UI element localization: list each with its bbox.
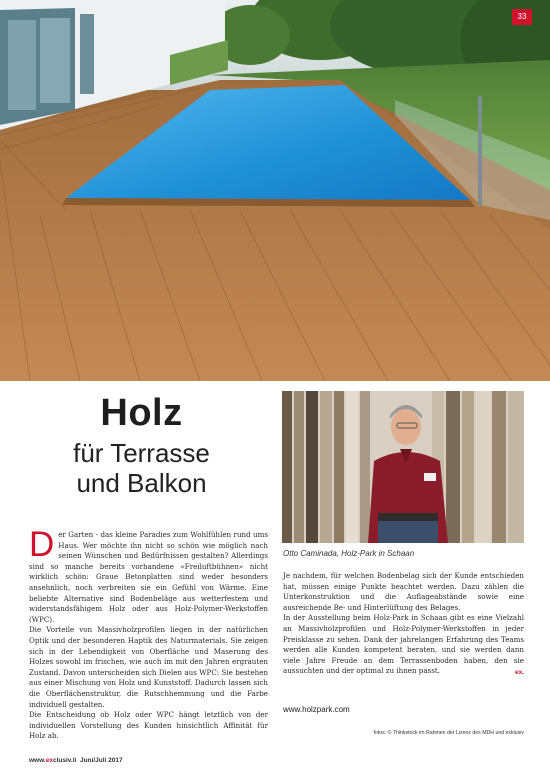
portrait-illustration (282, 391, 524, 543)
photo-caption: Otto Caminada, Holz-Park in Schaan (283, 549, 415, 558)
hero-photo-pool-deck (0, 0, 550, 381)
article-subtitle (0, 438, 283, 498)
footer (29, 757, 123, 764)
dropcap-letter: D (29, 525, 55, 564)
footer-url-suffix: clusiv.li (52, 757, 77, 764)
footer-url-prefix: www. (29, 757, 46, 764)
paragraph-advantages: Die Vorteile von Massivholzprofilen liegen in der natürlichen Optik und der besonderen Haptik des Naturmaterials. Sie zeigen sich in der Lebendigkeit von Oberfläche und Maserung des Holzes sowohl im frischen, wie auch im mit den Jahren ergrauten Zustand. Davon unterscheiden sich Dielen aus WPC: Sie bestehen aus einer Mischung von Holz und Kunststoff. Dadurch lassen sich die Oberflächenstruktur, die Rutschhemmung und die Farbe individuell gestalten. (29, 625, 268, 709)
paragraph-intro (29, 525, 268, 625)
body-column-right (283, 571, 524, 679)
photo-credits: fotos: © Thinkstock im Rahmen der Lizenz des MDH und exklusiv (373, 730, 524, 736)
paragraph-showroom-text: In der Ausstellung beim Holz-Park in Schaan gibt es eine Vielzahl an Massivholzprofilen und Holz-Polymer-Werkstoffen in jeder Preisklasse zu sehen. Dank der jahrelangen Erfahrung des Teams werden alle Kunden kompetent beraten, und sie werden dann viele Jahre Freude an dem Terrassenboden haben, den sie aussuchten und der optimal zu ihnen passt. (283, 613, 524, 676)
paragraph-considerations: Je nachdem, für welchen Bodenbelag sich der Kunde entschieden hat, müssen einige Punkte beachtet werden. Dazu zählen die Unterkonstruktion und die Auflageabstände sowie eine ausreichende Be- und Hinterlüftung des Belages. (283, 571, 524, 612)
pool-terrace-illustration (0, 0, 550, 381)
end-mark: ex. (514, 669, 524, 677)
paragraph-decision: Die Entscheidung ob Holz oder WPC hängt letztlich von der individuellen Vorstellung des Kunden hinsichtlich Affinität für Holz ab. (29, 710, 268, 741)
paragraph-intro-text: er Garten - das kleine Paradies zum Wohlfühlen rund ums Haus. Wer möchte ihn nicht so schön wie möglich nach seinen Wünschen und Bedürfnissen gestalten? Allerdings sind so manche bereits vorhandene «Freiluftbühnen» nicht wirklich schön: Graue Betonplatten sind weder besonders ansehnlich, noch verbreiten sie ein Gefühl von Wärme. Eine beliebte Alternative sind Bodenbeläge aus wetterfestem und widerstandsfähigem Holz oder aus Holz-Polymer-Werkstoffen (WPC). (29, 530, 268, 624)
page-number: 33 (512, 9, 532, 25)
paragraph-showroom (283, 613, 524, 677)
website-link[interactable]: www.holzpark.com (283, 705, 350, 714)
portrait-photo (282, 391, 524, 543)
body-column-left (29, 525, 268, 742)
subtitle-line-1: für Terrasse (73, 438, 210, 468)
footer-url-accent: ex (45, 757, 53, 764)
subtitle-line-2: und Balkon (76, 468, 207, 498)
article-title: Holz (100, 392, 183, 434)
footer-issue: Juni/Juli 2017 (79, 757, 123, 764)
